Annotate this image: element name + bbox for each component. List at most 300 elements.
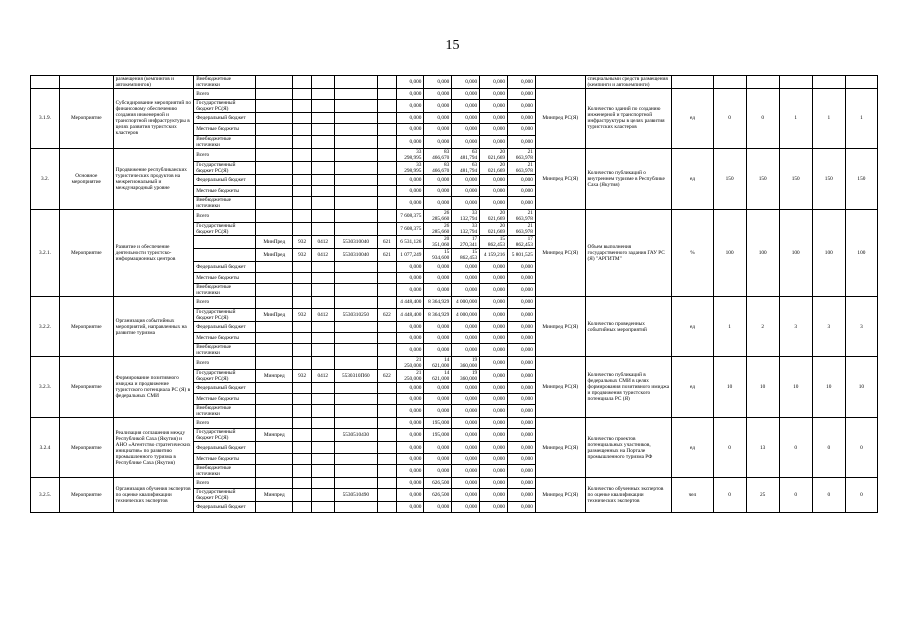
csr-cell: 5530310П60 xyxy=(334,369,377,382)
rz-cell xyxy=(311,76,334,89)
grbs-cell xyxy=(293,502,312,513)
value-cell: 0,000 xyxy=(452,502,480,513)
value-cell: 0,000 xyxy=(508,356,536,369)
indicator-name: Количество публикаций в федеральных СМИ в целях формирования позитивного имиджа и продвижения туристского потенциала РС (Я) xyxy=(585,356,672,417)
rz-cell xyxy=(311,429,334,442)
target-value: 100 xyxy=(812,209,845,296)
value-cell: 33 298,995 xyxy=(396,161,424,174)
target-value: 150 xyxy=(812,148,845,209)
value-cell: 8 364,929 xyxy=(424,297,452,308)
value-cell: 0,000 xyxy=(508,308,536,321)
indicator-name: Объем выполнения государственного задания ГАУ РС (Я) "АРГИТМ" xyxy=(585,209,672,296)
item-number: 3.2.1. xyxy=(31,209,60,296)
target-value: 150 xyxy=(845,148,877,209)
funding-source: Всего xyxy=(194,209,256,222)
table-row xyxy=(31,148,878,161)
grbs-cell xyxy=(293,148,312,161)
target-value: 0 xyxy=(845,477,877,512)
indicator-name: Количество обученных экспертов по оценке квалификации технических экспертов xyxy=(585,477,672,512)
csr-cell xyxy=(334,394,377,405)
item-number: 3.2. xyxy=(31,148,60,209)
rz-cell xyxy=(311,382,334,393)
value-cell: 0,000 xyxy=(452,429,480,442)
indicator-unit: ед xyxy=(672,297,713,357)
value-cell: 0,000 xyxy=(424,185,452,196)
value-cell: 0,000 xyxy=(452,89,480,100)
rz-cell xyxy=(311,442,334,453)
funding-source: Федеральный бюджет xyxy=(194,321,256,332)
rz-cell xyxy=(311,209,334,222)
value-cell: 0,000 xyxy=(480,308,508,321)
indicator-unit: ед xyxy=(672,148,713,209)
rz-cell xyxy=(311,185,334,196)
value-cell: 0,000 xyxy=(424,135,452,148)
grbs-cell: 932 xyxy=(293,308,312,321)
value-cell: 63 481,794 xyxy=(452,161,480,174)
value-cell: 20 021,669 xyxy=(480,161,508,174)
funding-source: Государственный бюджет РС(Я) xyxy=(194,222,256,235)
grbs-cell xyxy=(293,332,312,343)
table-row xyxy=(31,418,878,429)
value-cell: 0,000 xyxy=(480,369,508,382)
grbs-cell: 932 xyxy=(293,235,312,248)
target-value: 10 xyxy=(812,356,845,417)
rz-cell xyxy=(311,284,334,297)
target-value: 100 xyxy=(746,209,779,296)
funding-source: Государственный бюджет РС(Я) xyxy=(194,429,256,442)
vr-cell xyxy=(378,113,397,124)
value-cell: 0,000 xyxy=(424,174,452,185)
value-cell: 0,000 xyxy=(508,502,536,513)
executor-cell xyxy=(256,89,293,100)
item-number: 3.2.3. xyxy=(31,356,60,417)
target-value xyxy=(746,76,779,89)
target-value: 1 xyxy=(779,89,812,149)
vr-cell: 622 xyxy=(378,369,397,382)
value-cell: 0,000 xyxy=(396,464,424,477)
value-cell: 21 663,978 xyxy=(508,148,536,161)
value-cell: 0,000 xyxy=(396,100,424,113)
csr-cell: 5530310040 xyxy=(334,235,377,248)
target-value: 0 xyxy=(713,418,746,478)
value-cell: 0,000 xyxy=(452,442,480,453)
program-table xyxy=(30,75,878,513)
grbs-cell xyxy=(293,297,312,308)
target-value: 10 xyxy=(845,356,877,417)
funding-source: Внебюджетные источники xyxy=(194,196,256,209)
value-cell: 0,000 xyxy=(424,394,452,405)
executor-cell xyxy=(256,356,293,369)
rz-cell xyxy=(311,477,334,488)
executor-cell xyxy=(256,343,293,356)
executor-cell xyxy=(256,261,293,272)
value-cell: 0,000 xyxy=(396,429,424,442)
value-cell: 63 481,794 xyxy=(452,148,480,161)
csr-cell xyxy=(334,284,377,297)
value-cell: 0,000 xyxy=(424,464,452,477)
value-cell: 0,000 xyxy=(508,89,536,100)
rz-cell xyxy=(311,161,334,174)
coexecutor: Минпред РС(Я) xyxy=(535,477,585,512)
executor-cell xyxy=(256,273,293,284)
vr-cell xyxy=(378,89,397,100)
indicator-unit: % xyxy=(672,209,713,296)
value-cell: 0,000 xyxy=(452,185,480,196)
value-cell: 19 360,000 xyxy=(452,356,480,369)
value-cell: 0,000 xyxy=(508,321,536,332)
value-cell: 0,000 xyxy=(396,418,424,429)
funding-source: Государственный бюджет РС(Я) xyxy=(194,308,256,321)
value-cell: 0,000 xyxy=(396,89,424,100)
value-cell: 195,000 xyxy=(424,429,452,442)
funding-source: Внебюджетные источники xyxy=(194,464,256,477)
vr-cell: 622 xyxy=(378,308,397,321)
value-cell: 0,000 xyxy=(480,464,508,477)
value-cell: 0,000 xyxy=(480,297,508,308)
value-cell: 0,000 xyxy=(480,502,508,513)
value-cell: 0,000 xyxy=(480,196,508,209)
target-value: 0 xyxy=(812,418,845,478)
executor-cell xyxy=(256,284,293,297)
value-cell: 7 608,375 xyxy=(396,222,424,235)
target-value: 0 xyxy=(779,418,812,478)
grbs-cell xyxy=(293,135,312,148)
vr-cell xyxy=(378,453,397,464)
funding-source: Всего xyxy=(194,297,256,308)
funding-source: Государственный бюджет РС(Я) xyxy=(194,489,256,502)
value-cell: 0,000 xyxy=(424,502,452,513)
value-cell: 0,000 xyxy=(396,453,424,464)
value-cell: 20 021,669 xyxy=(480,148,508,161)
coexecutor: Минпред РС(Я) xyxy=(535,356,585,417)
value-cell: 0,000 xyxy=(424,284,452,297)
target-value: 150 xyxy=(779,148,812,209)
value-cell: 0,000 xyxy=(480,442,508,453)
csr-cell xyxy=(334,261,377,272)
funding-source: Государственный бюджет РС(Я) xyxy=(194,369,256,382)
value-cell: 0,000 xyxy=(396,321,424,332)
value-cell: 0,000 xyxy=(508,418,536,429)
value-cell: 21 250,000 xyxy=(396,356,424,369)
value-cell: 0,000 xyxy=(396,135,424,148)
vr-cell xyxy=(378,185,397,196)
executor-cell xyxy=(256,442,293,453)
value-cell: 0,000 xyxy=(424,405,452,418)
value-cell: 0,000 xyxy=(424,261,452,272)
item-number: 3.1.9. xyxy=(31,89,60,149)
item-number xyxy=(31,76,60,89)
value-cell: 0,000 xyxy=(424,89,452,100)
csr-cell xyxy=(334,148,377,161)
grbs-cell xyxy=(293,161,312,174)
vr-cell xyxy=(378,321,397,332)
grbs-cell xyxy=(293,394,312,405)
vr-cell xyxy=(378,394,397,405)
executor-cell xyxy=(256,148,293,161)
value-cell: 0,000 xyxy=(508,185,536,196)
target-value: 10 xyxy=(713,356,746,417)
value-cell: 7 608,375 xyxy=(396,209,424,222)
target-value: 3 xyxy=(812,297,845,357)
value-cell: 19 360,000 xyxy=(452,369,480,382)
item-name: Продвижение республиканских туристических продуктов на межрегиональный и международный уровне xyxy=(113,148,194,209)
value-cell: 33 298,995 xyxy=(396,148,424,161)
executor-cell xyxy=(256,196,293,209)
funding-source: Федеральный бюджет xyxy=(194,502,256,513)
csr-cell: 5530310250 xyxy=(334,308,377,321)
value-cell: 20 021,669 xyxy=(480,209,508,222)
table-row xyxy=(31,89,878,100)
funding-source: Местные бюджеты xyxy=(194,394,256,405)
csr-cell xyxy=(334,89,377,100)
value-cell: 0,000 xyxy=(480,76,508,89)
target-value: 10 xyxy=(746,356,779,417)
executor-cell xyxy=(256,405,293,418)
grbs-cell xyxy=(293,89,312,100)
funding-source: Федеральный бюджет xyxy=(194,442,256,453)
value-cell: 8 364,929 xyxy=(424,308,452,321)
coexecutor xyxy=(535,76,585,89)
value-cell: 83 466,670 xyxy=(424,161,452,174)
value-cell: 0,000 xyxy=(396,405,424,418)
value-cell: 0,000 xyxy=(508,382,536,393)
value-cell: 0,000 xyxy=(452,135,480,148)
indicator-unit: ед xyxy=(672,356,713,417)
vr-cell xyxy=(378,442,397,453)
table-row xyxy=(31,477,878,488)
value-cell: 0,000 xyxy=(396,76,424,89)
funding-source: Государственный бюджет РС(Я) xyxy=(194,161,256,174)
value-cell: 0,000 xyxy=(480,135,508,148)
csr-cell xyxy=(334,343,377,356)
vr-cell xyxy=(378,502,397,513)
value-cell: 0,000 xyxy=(452,124,480,135)
value-cell: 0,000 xyxy=(424,442,452,453)
coexecutor: Минпред РС(Я) xyxy=(535,297,585,357)
csr-cell xyxy=(334,196,377,209)
target-value xyxy=(845,76,877,89)
item-name: Реализация соглашения между Республикой Саха (Якутия) и АНО «Агентство стратегических инициатив» по развитию промышленного туризма в Республике Саха (Якутия) xyxy=(113,418,194,478)
value-cell: 0,000 xyxy=(396,332,424,343)
value-cell: 4 159,216 xyxy=(480,248,508,261)
value-cell: 14 621,000 xyxy=(424,369,452,382)
grbs-cell xyxy=(293,477,312,488)
funding-source: Всего xyxy=(194,356,256,369)
executor-cell: Минпред xyxy=(256,369,293,382)
rz-cell xyxy=(311,261,334,272)
value-cell: 0,000 xyxy=(396,394,424,405)
item-type: Мероприятие xyxy=(59,89,113,149)
vr-cell xyxy=(378,196,397,209)
value-cell: 0,000 xyxy=(396,382,424,393)
value-cell: 0,000 xyxy=(424,321,452,332)
executor-cell xyxy=(256,209,293,222)
value-cell: 0,000 xyxy=(396,124,424,135)
value-cell: 0,000 xyxy=(452,273,480,284)
csr-cell xyxy=(334,356,377,369)
value-cell: 626,500 xyxy=(424,489,452,502)
csr-cell xyxy=(334,222,377,235)
coexecutor: Минпред РС(Я) xyxy=(535,418,585,478)
value-cell: 0,000 xyxy=(396,284,424,297)
value-cell: 0,000 xyxy=(480,477,508,488)
item-type: Основное мероприятие xyxy=(59,148,113,209)
rz-cell xyxy=(311,100,334,113)
value-cell: 4 448,400 xyxy=(396,297,424,308)
value-cell: 0,000 xyxy=(396,343,424,356)
csr-cell xyxy=(334,273,377,284)
target-value: 150 xyxy=(713,148,746,209)
target-value xyxy=(779,76,812,89)
csr-cell: 5530510490 xyxy=(334,489,377,502)
table-row xyxy=(31,297,878,308)
table-row xyxy=(31,76,878,89)
rz-cell xyxy=(311,89,334,100)
value-cell: 0,000 xyxy=(480,261,508,272)
csr-cell xyxy=(334,161,377,174)
value-cell: 0,000 xyxy=(508,174,536,185)
executor-cell: МинПред xyxy=(256,248,293,261)
target-value: 25 xyxy=(746,477,779,512)
csr-cell xyxy=(334,464,377,477)
value-cell: 0,000 xyxy=(480,185,508,196)
value-cell: 0,000 xyxy=(480,284,508,297)
target-value: 1 xyxy=(812,89,845,149)
value-cell: 0,000 xyxy=(480,124,508,135)
value-cell: 0,000 xyxy=(480,89,508,100)
value-cell: 0,000 xyxy=(508,453,536,464)
executor-cell: Минпред xyxy=(256,429,293,442)
indicator-name: Количество зданий по созданию инженерной и транспортной инфраструктуры в целях развития туристских кластеров xyxy=(585,89,672,149)
value-cell: 26 285,660 xyxy=(424,209,452,222)
vr-cell xyxy=(378,405,397,418)
rz-cell xyxy=(311,196,334,209)
value-cell: 0,000 xyxy=(508,332,536,343)
funding-source: Внебюджетные источники xyxy=(194,405,256,418)
grbs-cell: 932 xyxy=(293,248,312,261)
csr-cell: 5530310040 xyxy=(334,248,377,261)
target-value: 3 xyxy=(779,297,812,357)
vr-cell xyxy=(378,418,397,429)
csr-cell xyxy=(334,477,377,488)
funding-source xyxy=(194,248,256,261)
value-cell: 26 285,660 xyxy=(424,222,452,235)
value-cell: 0,000 xyxy=(396,477,424,488)
grbs-cell xyxy=(293,273,312,284)
funding-source xyxy=(194,235,256,248)
executor-cell xyxy=(256,174,293,185)
value-cell: 5 801,525 xyxy=(508,248,536,261)
vr-cell xyxy=(378,161,397,174)
executor-cell xyxy=(256,418,293,429)
grbs-cell xyxy=(293,453,312,464)
funding-source: Всего xyxy=(194,148,256,161)
value-cell: 0,000 xyxy=(452,321,480,332)
value-cell: 0,000 xyxy=(480,356,508,369)
rz-cell xyxy=(311,174,334,185)
csr-cell xyxy=(334,100,377,113)
target-value: 1 xyxy=(713,297,746,357)
item-name: Развитие и обеспечение деятельности туристско-информационных центров xyxy=(113,209,194,296)
page-number: 15 xyxy=(445,38,460,53)
vr-cell xyxy=(378,124,397,135)
rz-cell xyxy=(311,343,334,356)
value-cell: 0,000 xyxy=(480,113,508,124)
rz-cell xyxy=(311,148,334,161)
value-cell: 0,000 xyxy=(452,343,480,356)
grbs-cell xyxy=(293,124,312,135)
funding-source: Местные бюджеты xyxy=(194,185,256,196)
target-value: 13 xyxy=(746,418,779,478)
indicator-name: Количество проектов потенциальных участников, размещенных на Портале промышленного туризма РФ xyxy=(585,418,672,478)
value-cell: 17 270,341 xyxy=(452,235,480,248)
rz-cell: 0412 xyxy=(311,369,334,382)
funding-source: Федеральный бюджет xyxy=(194,382,256,393)
value-cell: 0,000 xyxy=(508,196,536,209)
rz-cell: 0412 xyxy=(311,248,334,261)
value-cell: 0,000 xyxy=(424,343,452,356)
rz-cell xyxy=(311,464,334,477)
rz-cell xyxy=(311,273,334,284)
value-cell: 0,000 xyxy=(480,394,508,405)
executor-cell xyxy=(256,321,293,332)
value-cell: 0,000 xyxy=(480,100,508,113)
item-number: 3.2.4 xyxy=(31,418,60,478)
value-cell: 6 531,126 xyxy=(396,235,424,248)
rz-cell: 0412 xyxy=(311,235,334,248)
rz-cell xyxy=(311,332,334,343)
value-cell: 0,000 xyxy=(424,273,452,284)
value-cell: 0,000 xyxy=(480,382,508,393)
grbs-cell xyxy=(293,100,312,113)
grbs-cell xyxy=(293,261,312,272)
vr-cell xyxy=(378,148,397,161)
rz-cell xyxy=(311,405,334,418)
grbs-cell xyxy=(293,356,312,369)
value-cell: 0,000 xyxy=(508,284,536,297)
vr-cell xyxy=(378,174,397,185)
vr-cell xyxy=(378,429,397,442)
vr-cell: 621 xyxy=(378,235,397,248)
grbs-cell xyxy=(293,382,312,393)
executor-cell xyxy=(256,382,293,393)
value-cell: 0,000 xyxy=(424,382,452,393)
csr-cell xyxy=(334,321,377,332)
value-cell: 21 663,978 xyxy=(508,222,536,235)
executor-cell xyxy=(256,76,293,89)
value-cell: 21 663,978 xyxy=(508,209,536,222)
value-cell: 0,000 xyxy=(508,442,536,453)
value-cell: 0,000 xyxy=(452,464,480,477)
value-cell: 33 132,794 xyxy=(452,209,480,222)
grbs-cell xyxy=(293,343,312,356)
target-value: 2 xyxy=(746,297,779,357)
csr-cell xyxy=(334,185,377,196)
item-type: Мероприятие xyxy=(59,209,113,296)
value-cell: 0,000 xyxy=(508,343,536,356)
executor-cell xyxy=(256,477,293,488)
coexecutor: Минпред РС(Я) xyxy=(535,89,585,149)
funding-source: Внебюджетные источники xyxy=(194,343,256,356)
funding-source: Федеральный бюджет xyxy=(194,113,256,124)
rz-cell xyxy=(311,113,334,124)
value-cell: 0,000 xyxy=(452,489,480,502)
target-value xyxy=(713,76,746,89)
csr-cell xyxy=(334,174,377,185)
value-cell: 83 466,670 xyxy=(424,148,452,161)
grbs-cell xyxy=(293,405,312,418)
vr-cell xyxy=(378,222,397,235)
